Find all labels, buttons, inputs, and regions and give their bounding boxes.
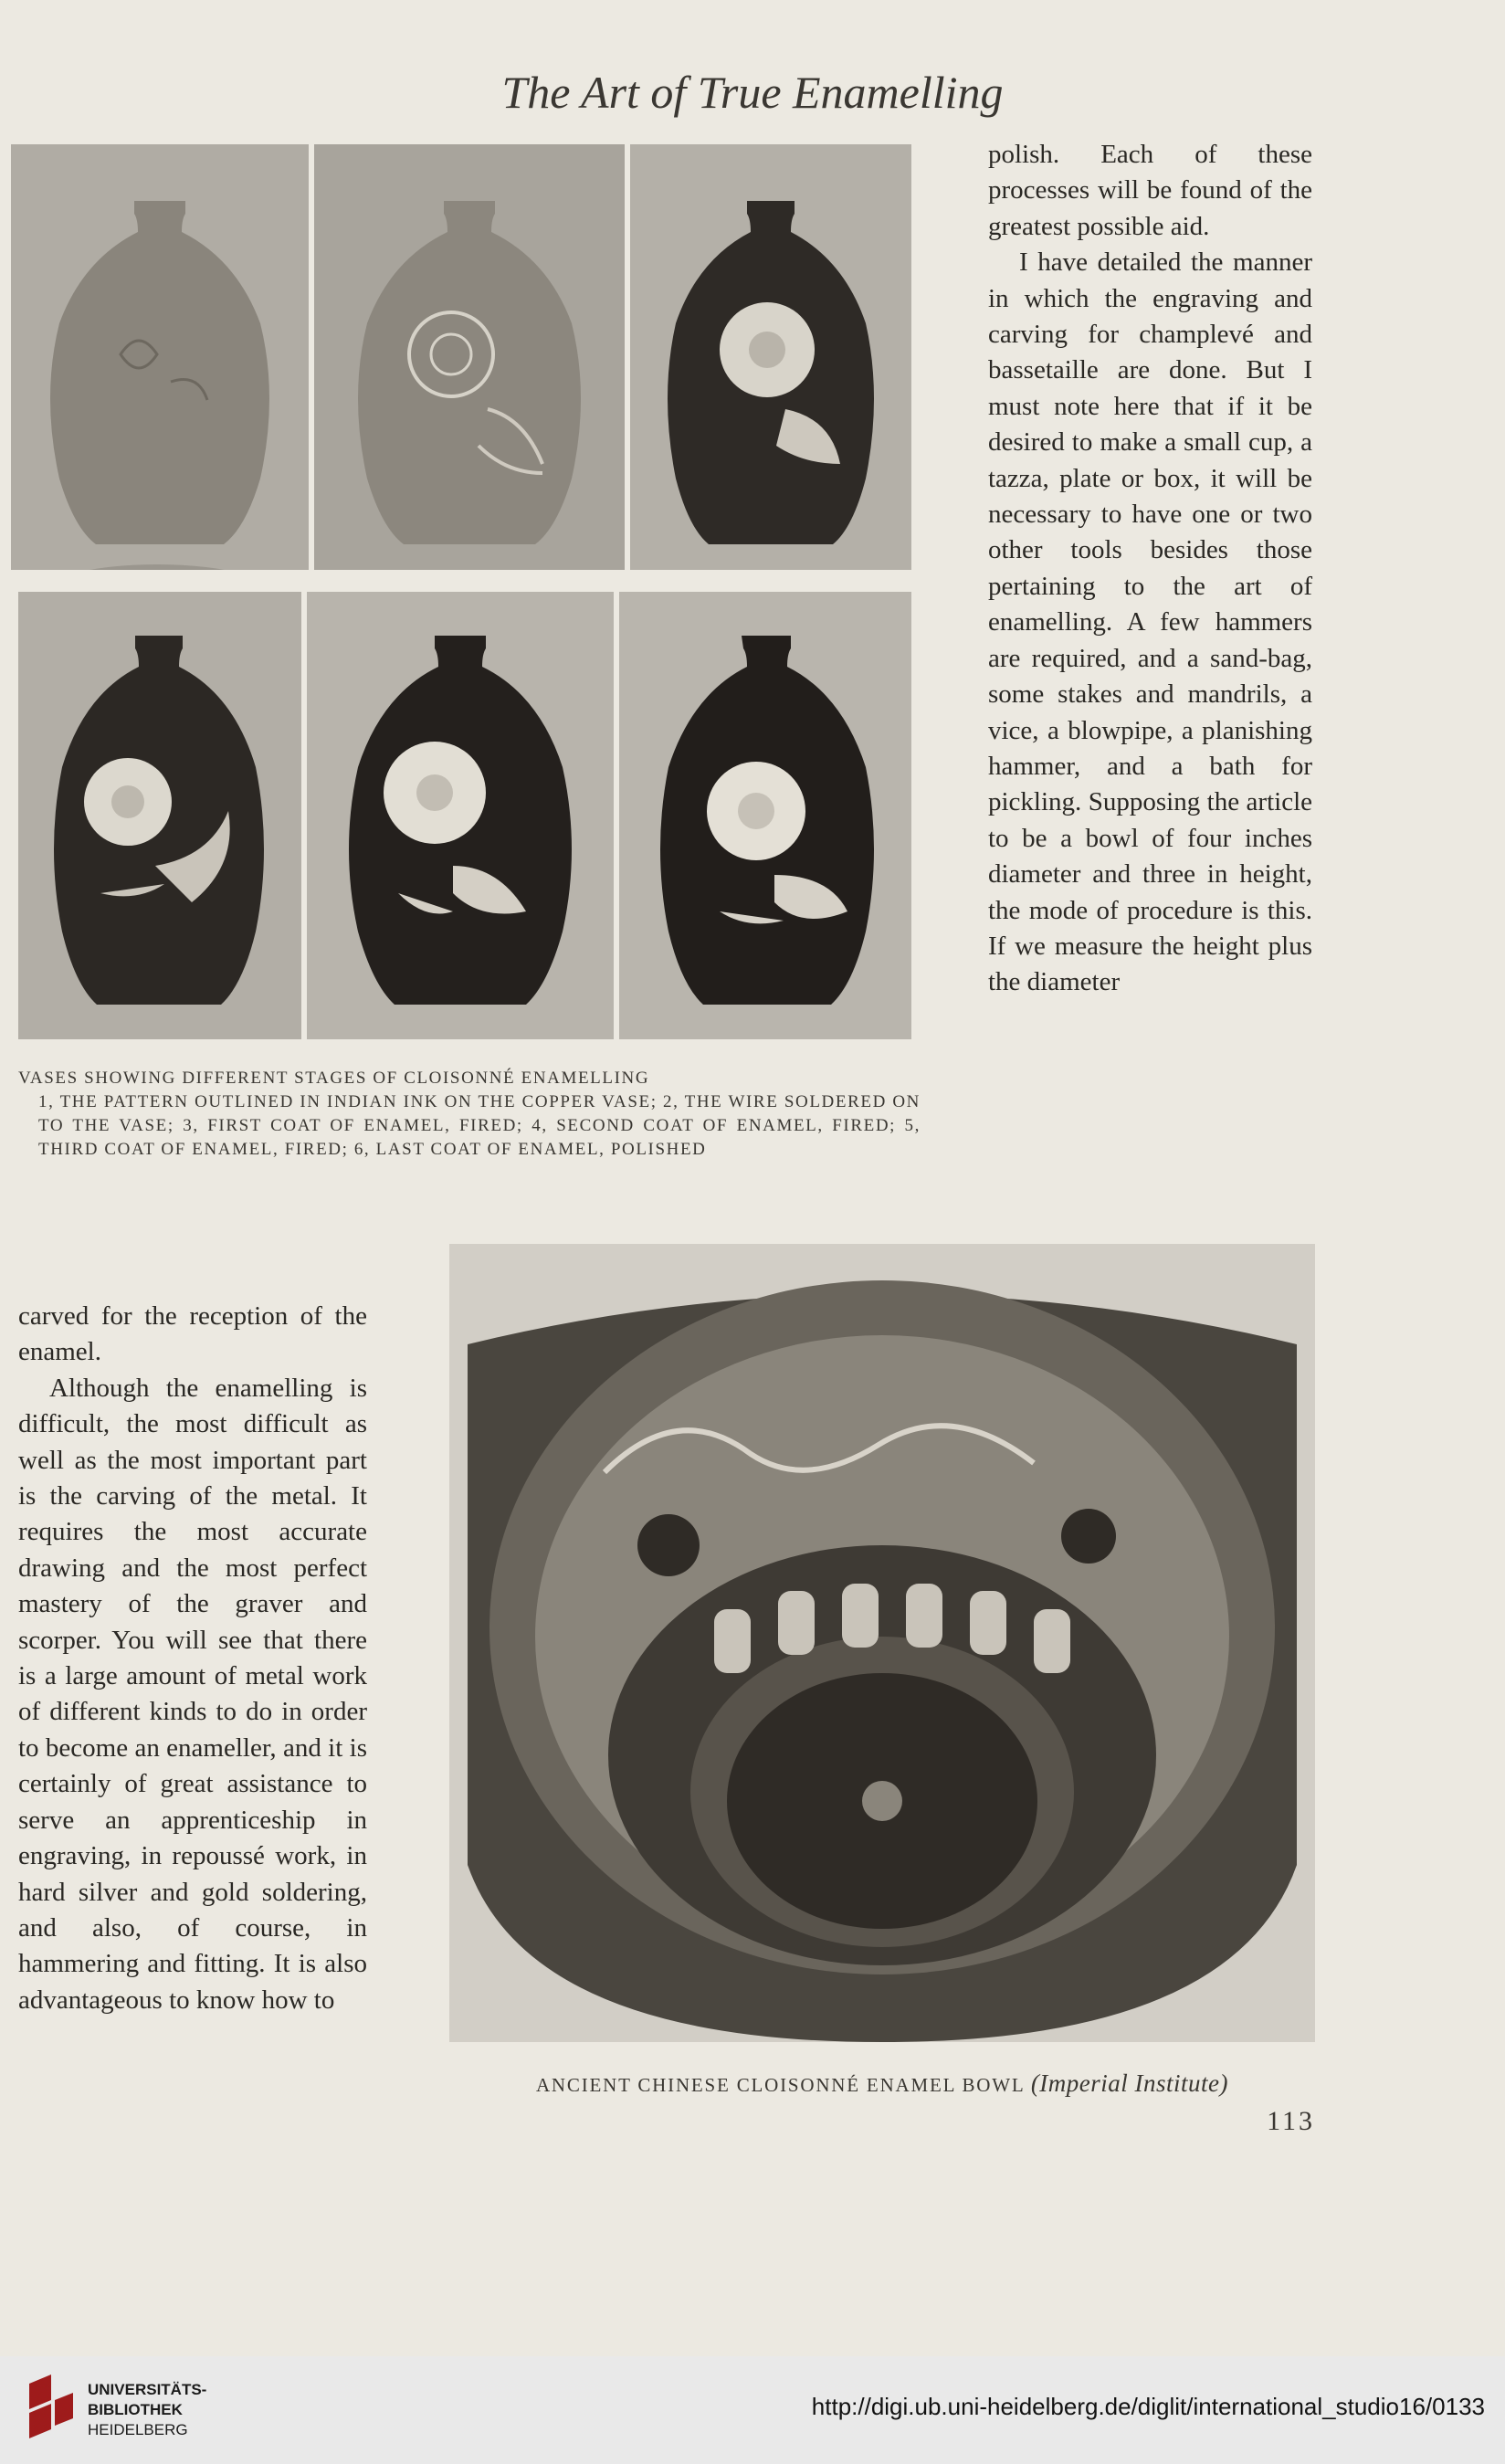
bowl-caption-title: ANCIENT CHINESE CLOISONNÉ ENAMEL BOWL bbox=[535, 2074, 1025, 2096]
left-paragraph-1: carved for the reception of the enamel. bbox=[18, 1301, 367, 1367]
plate-caption-title: VASES SHOWING DIFFERENT STAGES OF CLOISONNÉ ENAMELLING bbox=[18, 1069, 650, 1088]
left-paragraph-2: Although the enamelling is difficult, the most difficult as well as the most important part is the carving of the metal. It requires the most accurate drawing and the most perfect mastery of the graver and scorper. You will see that there is a large amount of metal work of different kinds to do in order to become an enameller, and it is certainly of great assistance to serve an apprenticeship in engraving, in repoussé work, in hard silver and gold soldering, and also, of course, in hammering and fitting. It is also advantageous to know how to bbox=[18, 1373, 367, 2015]
library-name-line-1: UNIVERSITÄTS- bbox=[88, 2381, 207, 2398]
bowl-photo bbox=[449, 1244, 1315, 2042]
library-logo-text bbox=[88, 2380, 206, 2440]
footer-bar bbox=[0, 2356, 1505, 2464]
vase-2-illustration bbox=[314, 144, 625, 570]
library-logo-icon bbox=[22, 2373, 80, 2449]
right-text-column bbox=[988, 137, 1312, 1001]
library-name-line-2: BIBLIOTHEK bbox=[88, 2401, 183, 2418]
vase-6-illustration bbox=[619, 592, 911, 1039]
vase-photo-3 bbox=[630, 144, 911, 570]
vase-photo-6 bbox=[619, 592, 911, 1039]
bowl-caption-credit: (Imperial Institute) bbox=[1030, 2069, 1229, 2097]
plate-caption-body: 1, THE PATTERN OUTLINED IN INDIAN INK ON THE COPPER VASE; 2, THE WIRE SOLDERED ON TO THE VASE; 3, FIRST COAT OF ENAMEL, FIRED; 4, SECOND COAT OF ENAMEL, FIRED; 5, THIRD COAT OF ENAMEL, FIRED; 6, LAST COAT OF ENAMEL, POLISHED bbox=[38, 1092, 921, 1159]
library-name-line-3: HEIDELBERG bbox=[88, 2421, 188, 2438]
vase-5-illustration bbox=[307, 592, 614, 1039]
running-head: The Art of True Enamelling bbox=[501, 67, 1004, 118]
right-paragraph-1: polish. Each of these processes will be found of the greatest possible aid. bbox=[988, 140, 1312, 241]
plate-caption bbox=[18, 1067, 921, 1162]
bowl-caption bbox=[449, 2069, 1315, 2098]
vase-photo-5 bbox=[307, 592, 614, 1039]
page-number: 113 bbox=[1267, 2106, 1315, 2136]
bowl-illustration bbox=[449, 1244, 1315, 2042]
vase-4-illustration bbox=[18, 592, 301, 1039]
right-paragraph-2: I have detailed the manner in which the engraving and carving for champlevé and bassetaille are done. But I must note here that if it be desired to make a small cup, a tazza, plate or box, it will be necessary to have one or two other tools besides those pertaining to the art of enamelling. A few hammers are required, and a sand-bag, some stakes and mandrils, a vice, a blowpipe, a planishing hammer, and a bath for pickling. Supposing the article to be a bowl of four inches diameter and three in height, the mode of procedure is this. If we measure the height plus the diameter bbox=[988, 247, 1312, 997]
vase-1-illustration bbox=[11, 144, 309, 570]
vase-photo-2 bbox=[314, 144, 625, 570]
source-url-link[interactable]: http://digi.ub.uni-heidelberg.de/diglit/international_studio16/0133 bbox=[811, 2393, 1485, 2420]
vase-photo-4 bbox=[18, 592, 301, 1039]
left-text-column bbox=[18, 1299, 367, 2018]
vase-photo-1 bbox=[11, 144, 309, 570]
vase-3-illustration bbox=[630, 144, 911, 570]
